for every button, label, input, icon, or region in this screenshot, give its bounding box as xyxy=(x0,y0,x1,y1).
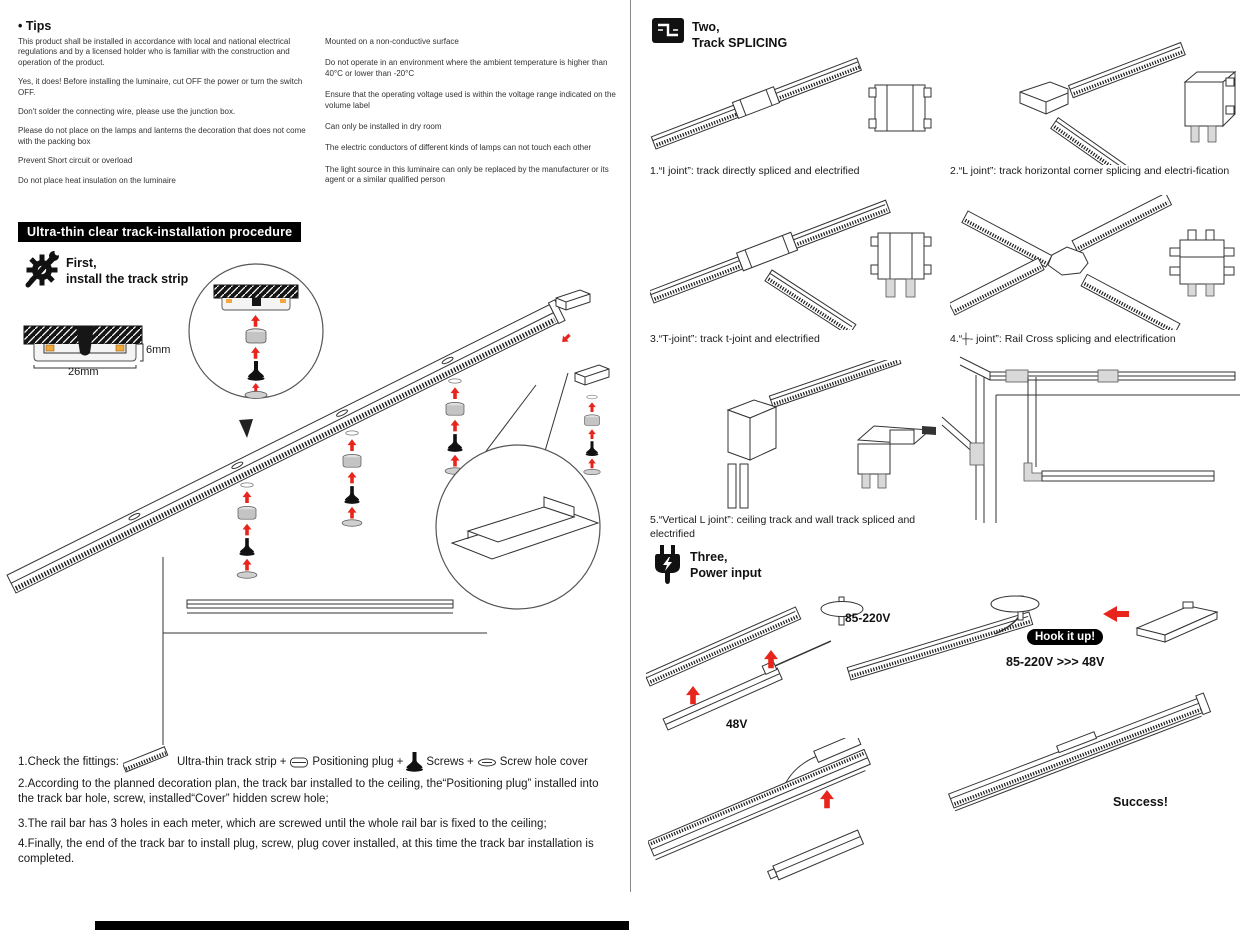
fittings-track-label: Ultra-thin track strip xyxy=(177,756,277,768)
dim-height-label: 6mm xyxy=(146,344,171,356)
section-three-line2: Power input xyxy=(690,566,762,581)
tip-item: The electric conductors of different kinds of lamps can not touch each other xyxy=(325,143,592,153)
diagram-corner-application xyxy=(940,355,1245,567)
voltage-top-label: 85-220V xyxy=(845,611,891,625)
diagram-track-cross-section xyxy=(24,326,143,368)
voltage-48v-label: 48V xyxy=(726,717,748,731)
step-4-text: 4.Finally, the end of the track bar to install plug, screw, plug cover installed, at this time the track bar installation is completed. xyxy=(18,838,594,865)
tips-title: • Tips xyxy=(18,19,52,33)
insert-arrow xyxy=(686,686,700,704)
screw-icon xyxy=(406,751,423,773)
plus-sign: + xyxy=(396,756,404,768)
fittings-prefix: 1.Check the fittings: xyxy=(18,756,119,768)
diagram-cross-joint xyxy=(950,195,1245,330)
conversion-label: 85-220V >>> 48V xyxy=(1006,655,1105,669)
fittings-row xyxy=(18,745,588,779)
diagram-power-input-48v xyxy=(646,590,856,740)
diagram-room-corner xyxy=(163,557,487,745)
section-two-line1: Two, xyxy=(692,20,720,34)
diagram-vertical-l-joint xyxy=(650,360,940,510)
fittings-screws-label: Screws xyxy=(426,756,465,768)
tip-item: Do not operate in an environment where the ambient temperature is higher than 40°C or lower than -20°C xyxy=(325,58,608,78)
caption-l-joint: 2.“L joint”: track horizontal corner splicing and electri-fication xyxy=(950,165,1230,177)
caption-vertical-l-joint: 5.“Vertical L joint”: ceiling track and wall track spliced and electrified xyxy=(650,514,916,541)
tip-item: This product shall be installed in accordance with local and national electrical regulations and by a licensed holder who is familiar with the construction and operation of the product. xyxy=(18,37,291,67)
tip-item: Can only be installed in dry room xyxy=(325,121,442,131)
tip-item: Mounted on a non-conductive surface xyxy=(325,37,459,46)
diagram-track-installation xyxy=(0,245,630,750)
procedure-banner: Ultra-thin clear track-installation procedure xyxy=(18,222,301,242)
tip-item: Prevent Short circuit or overload xyxy=(18,156,133,166)
power-plug-icon xyxy=(653,544,683,586)
step-2-text: 2.According to the planned decoration plan, the track bar installed to the ceiling, the“Positioning plug” installed into the track bar hole, screw, installed“Cover” hidden screw hole; xyxy=(18,778,599,805)
section-two-line2: Track SPLICING xyxy=(692,36,788,51)
tip-item: Please do not place on the lamps and lanterns the decoration that does not come with the packing box xyxy=(18,126,306,146)
section-three-line1: Three, xyxy=(690,550,728,564)
column-divider xyxy=(630,0,631,892)
tip-item: The light source in this luminaire can only be replaced by the manufacturer or its agent or a similar qualified person xyxy=(325,164,609,185)
red-left-arrow xyxy=(1103,606,1129,622)
fittings-cover-label: Screw hole cover xyxy=(499,756,588,768)
diagram-install-callout xyxy=(189,264,323,438)
step-one-line1: First, xyxy=(66,256,97,270)
diagram-track-success xyxy=(948,686,1245,836)
tip-item: Do not place heat insulation on the luminaire xyxy=(18,175,176,185)
track-strip-icon xyxy=(123,746,173,778)
tips-column-right xyxy=(325,37,623,197)
positioning-plug-icon xyxy=(289,756,309,769)
plus-sign: + xyxy=(467,756,474,768)
hook-it-up-badge: Hook it up! xyxy=(1027,629,1103,645)
success-label: Success! xyxy=(1113,795,1168,809)
plus-sign: + xyxy=(279,756,287,768)
diagram-power-connector xyxy=(648,738,948,893)
insert-arrow xyxy=(820,790,834,808)
tip-item: Ensure that the operating voltage used is within the voltage range indicated on the volume label xyxy=(325,90,616,110)
tip-item: Don't solder the connecting wire, please use the junction box. xyxy=(18,106,236,116)
diagram-i-joint xyxy=(650,55,940,160)
fittings-plug-label: Positioning plug xyxy=(312,756,394,768)
step-one-line2: install the track strip xyxy=(66,272,189,287)
step-3-text: 3.The rail bar has 3 holes in each meter, which are screwed until the whole rail bar is fixed to the ceiling; xyxy=(18,818,547,830)
diagram-l-joint xyxy=(950,40,1242,165)
diagram-t-joint xyxy=(650,195,945,330)
caption-i-joint: 1.“I joint”: track directly spliced and electrified xyxy=(650,165,860,177)
caption-t-joint: 3.“T-joint”: track t-joint and electrified xyxy=(650,333,820,345)
dim-width-label: 26mm xyxy=(68,366,99,378)
section-two-title xyxy=(692,19,787,52)
tips-column-left xyxy=(18,37,316,195)
screw-hole-cover-icon xyxy=(477,757,497,768)
caption-cross-joint: 4.“┼- joint”: Rail Cross splicing and electrification xyxy=(950,333,1176,345)
section-three-title xyxy=(690,549,762,582)
splice-icon xyxy=(652,16,686,46)
page-bottom-bar xyxy=(95,921,629,930)
tip-item: Yes, it does! Before installing the luminaire, cut OFF the power or turn the switch OFF. xyxy=(18,77,303,97)
